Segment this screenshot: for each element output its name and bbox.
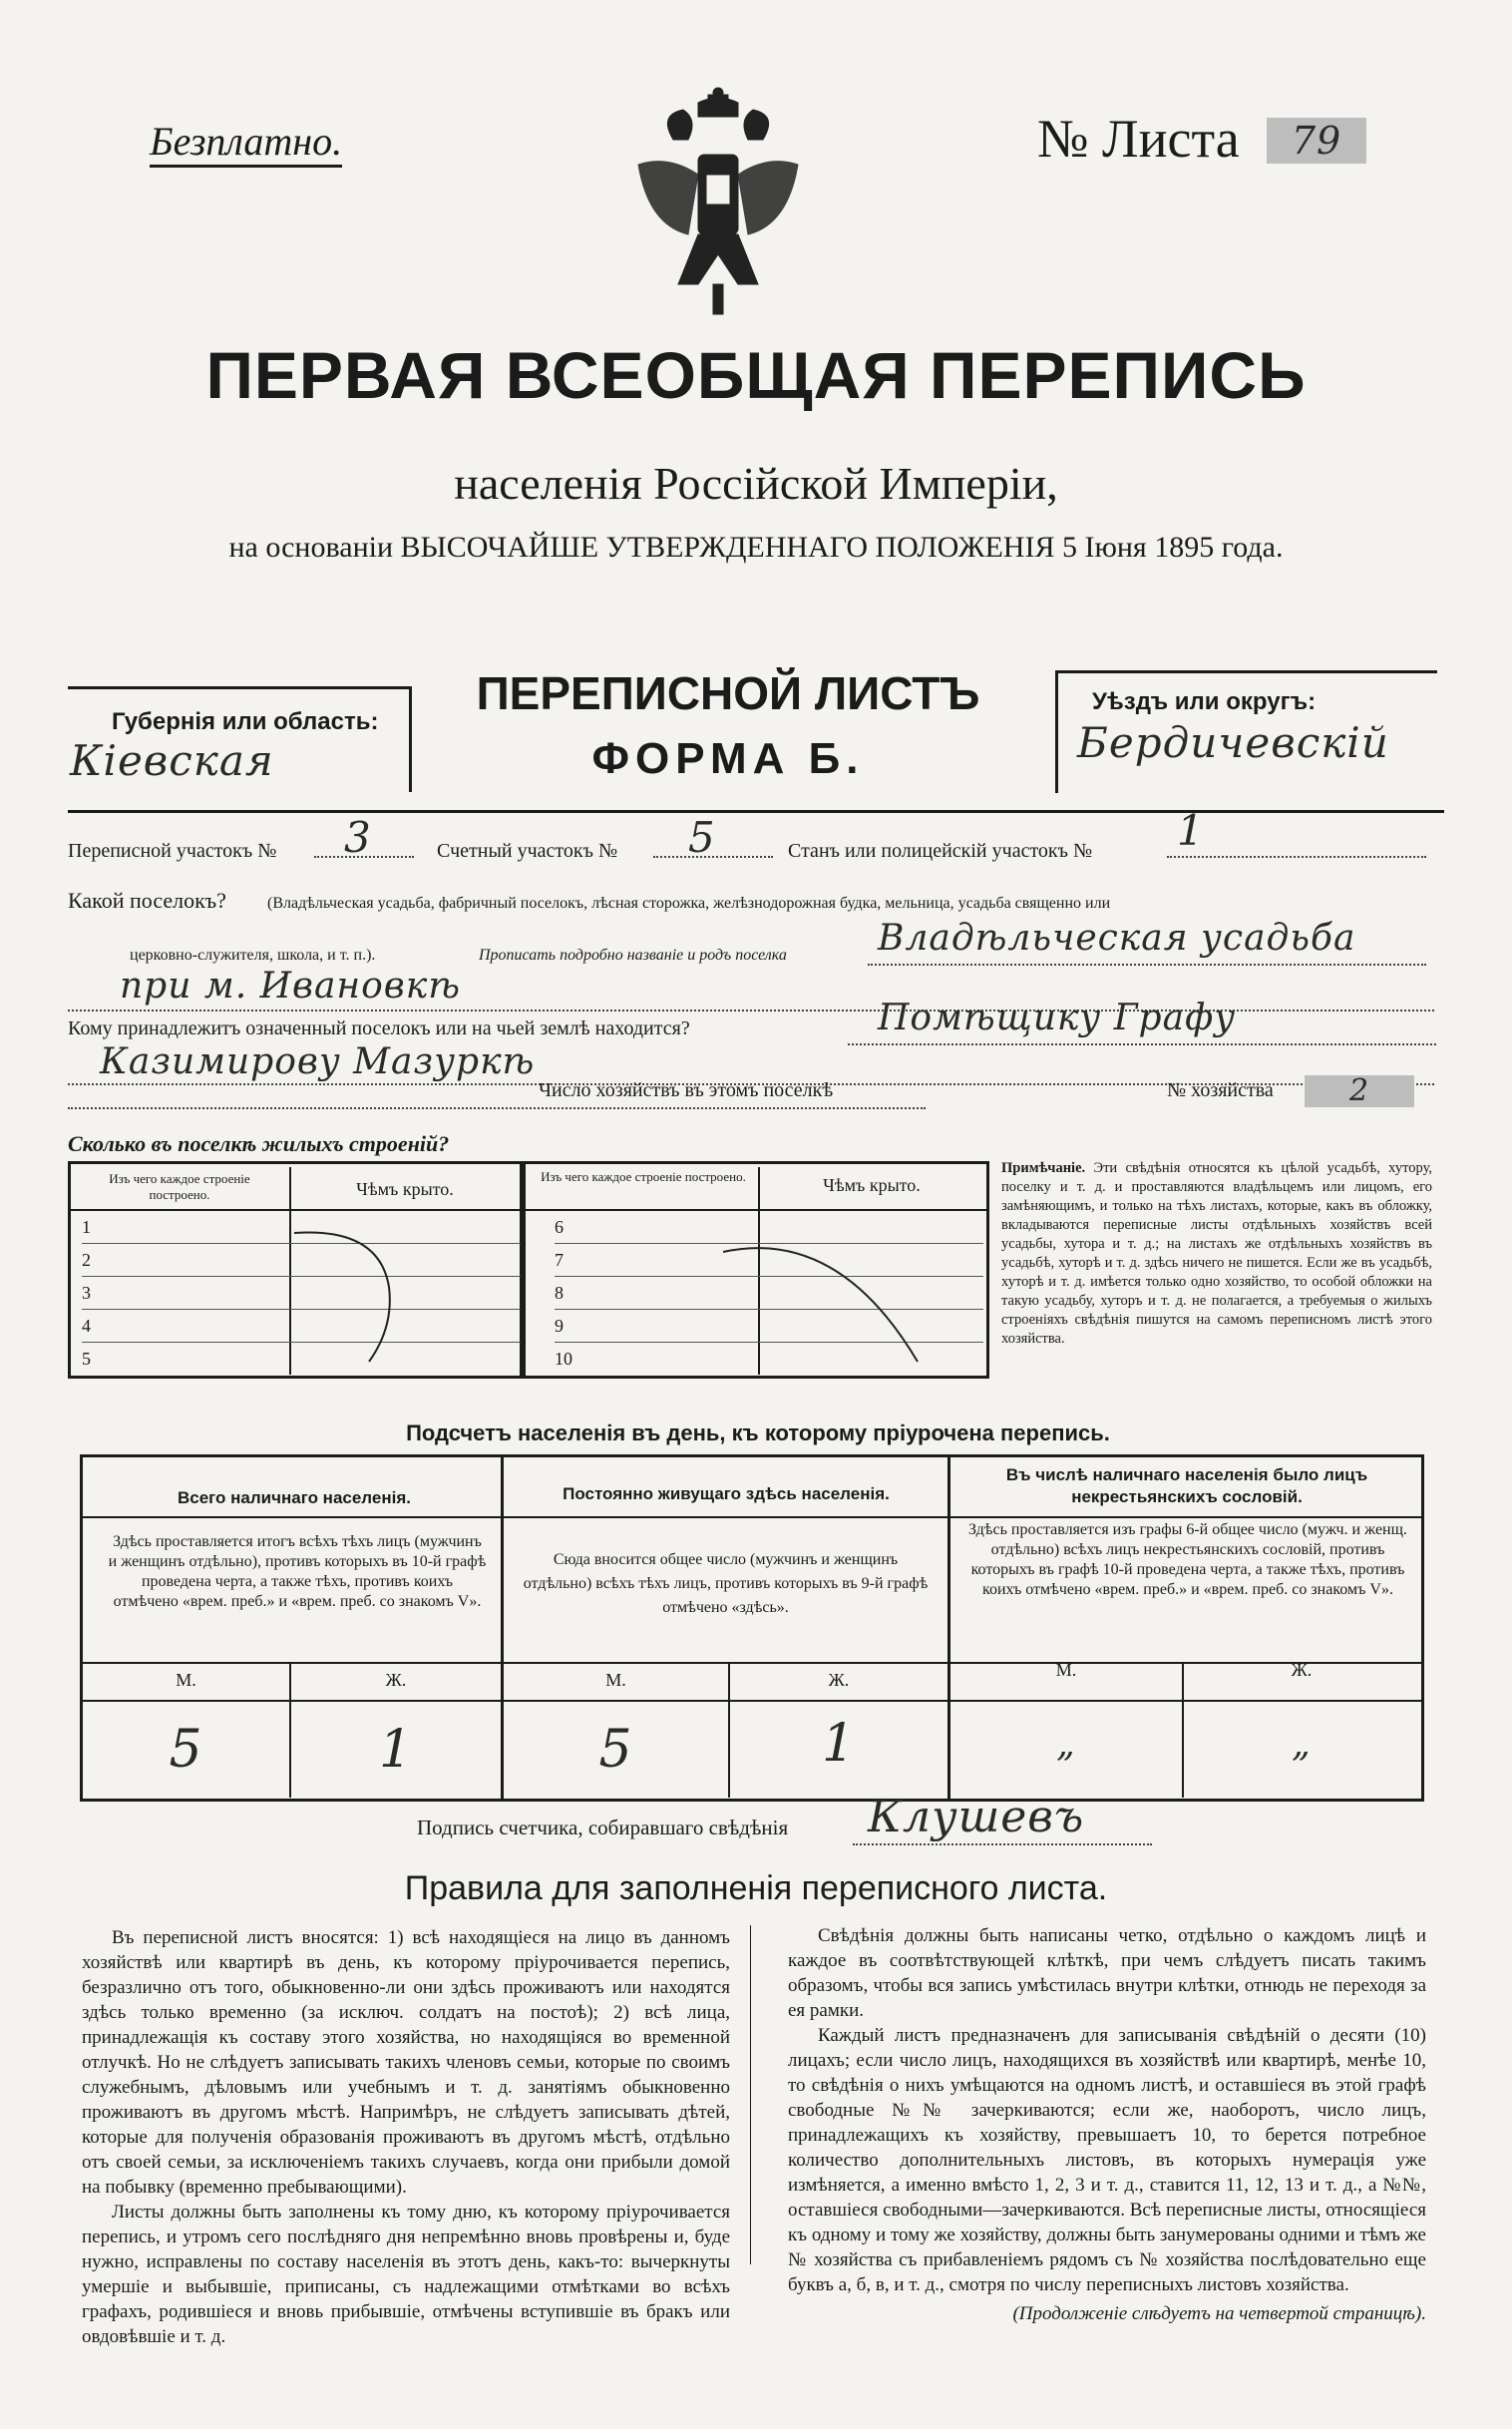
buildings-col-roof-left: Чѣмъ крыто. bbox=[356, 1179, 454, 1199]
household-number-value[interactable]: 2 bbox=[1305, 1075, 1414, 1107]
count-district-value[interactable]: 5 bbox=[688, 813, 716, 862]
sheet-number-value: 79 bbox=[1267, 118, 1366, 164]
population-col1-m-value[interactable]: 5 bbox=[169, 1720, 203, 1780]
settlement-hint-2: церковно-служителя, школа, и т. п.). bbox=[130, 947, 376, 964]
population-col2-zh-value[interactable]: 1 bbox=[821, 1714, 857, 1774]
building-row: 2 bbox=[82, 1244, 521, 1277]
population-title-rule bbox=[83, 1516, 1421, 1518]
sheet-number-label: № Листа bbox=[1037, 109, 1240, 169]
settlement-value[interactable]: Владѣльческая усадьба bbox=[878, 918, 1356, 959]
settlement-hint-italic: Прописать подробно названіе и родъ поселка bbox=[479, 947, 787, 964]
population-heading: Подсчетъ населенія въ день, къ которому пріурочена перепись. bbox=[406, 1420, 1110, 1445]
population-col3-text: Здѣсь проставляется изъ графы 6-й общее число (мужч. и женщ. отдѣльно) всѣхъ лицъ некрестьянскихъ сословій, противъ которыхъ въ графѣ 10-й проведена черта, а также тѣхъ, противъ коихъ отмѣчено «врем. преб.» и «врем. преб. со знакомъ V». bbox=[968, 1521, 1407, 1598]
uezd-value: Бердичевскій bbox=[1077, 718, 1389, 767]
signature-label: Подпись счетчика, собиравшаго свѣдѣнія bbox=[417, 1816, 789, 1839]
form-subtitle: ФОРМА Б. bbox=[591, 734, 865, 783]
census-main-title: ПЕРВАЯ ВСЕОБЩАЯ ПЕРЕПИСЬ bbox=[205, 338, 1307, 412]
population-col2-zh-label: Ж. bbox=[828, 1670, 850, 1690]
building-row: 9 bbox=[555, 1310, 983, 1343]
note-label: Примѣчаніе. bbox=[1001, 1160, 1086, 1176]
handwritten-cross-mark-right bbox=[718, 1237, 938, 1367]
population-col2-m-label: М. bbox=[605, 1670, 626, 1690]
building-row: 4 bbox=[82, 1310, 521, 1343]
census-subtitle: населенія Россійской Имперіи, bbox=[454, 458, 1058, 509]
census-district-value[interactable]: 3 bbox=[344, 813, 372, 862]
households-line bbox=[68, 1107, 926, 1109]
buildings-col-material-right: Изъ чего каждое строеніе построено. bbox=[541, 1169, 746, 1184]
free-label: Безплатно. bbox=[150, 118, 342, 168]
buildings-question: Сколько въ поселкѣ жилыхъ строеній? bbox=[68, 1131, 450, 1156]
handwritten-cross-mark-left bbox=[289, 1227, 419, 1367]
households-label: Число хозяйствъ въ этомъ поселкѣ bbox=[539, 1079, 834, 1101]
form-title: ПЕРЕПИСНОЙ ЛИСТЪ bbox=[476, 667, 980, 719]
rules-left-column bbox=[82, 1925, 730, 2349]
uezd-label: Уѣздъ или округъ: bbox=[1092, 688, 1317, 715]
population-col3-zh-value[interactable]: „ bbox=[1292, 1724, 1312, 1765]
population-col3-zh-label: Ж. bbox=[1291, 1660, 1313, 1680]
building-row: 7 bbox=[555, 1244, 983, 1277]
buildings-col-material-left: Изъ чего каждое строеніе построено. bbox=[109, 1171, 250, 1202]
census-legal-basis: на основаніи ВЫСОЧАЙШЕ УТВЕРЖДЕННАГО ПОЛОЖЕНІЯ 5 Іюня 1895 года. bbox=[228, 531, 1284, 564]
rules-column-divider bbox=[750, 1925, 751, 2264]
guberniya-label: Губернія или область: bbox=[112, 708, 379, 735]
signature-value[interactable]: Клушевъ bbox=[868, 1792, 1085, 1842]
population-col1-zh-value[interactable]: 1 bbox=[378, 1720, 414, 1780]
note-box bbox=[1001, 1159, 1432, 1399]
population-col3-m-label: М. bbox=[1055, 1660, 1077, 1680]
rules-continued-note: (Продолженіе слѣдуетъ на четвертой страницѣ). bbox=[1012, 2303, 1426, 2324]
settlement-line bbox=[868, 964, 1426, 966]
population-mz-rule-bottom bbox=[83, 1700, 1421, 1702]
note-text: Эти свѣдѣнія относятся къ цѣлой усадьбѣ, хутору, поселку и т. д. и проставляются владѣльцемъ или лицомъ, его замѣняющимъ, и только на тѣхъ листахъ, которые, какъ въ обложку, вкладываются переписные листы отдѣльныхъ хозяйствъ всей усадьбы, хутора и т. д.; на листахъ же отдѣльныхъ хозяйствъ въ усадьбѣ, хуторѣ и т. д. здѣсь ничего не пишется. Если же въ усадьбѣ, хуторѣ и т. д. имѣется только одно хозяйство, то особой обложки на такую усадьбу, хуторъ и т. д. не полагается, а требуемыя о жилыхъ строеніяхъ свѣдѣнія пишутся на самомъ переписномъ листѣ этого хозяйства. bbox=[1001, 1160, 1432, 1347]
stan-value[interactable]: 1 bbox=[1177, 806, 1205, 855]
owner-line bbox=[848, 1043, 1436, 1045]
population-col2-m-value[interactable]: 5 bbox=[598, 1720, 633, 1780]
stan-label: Станъ или полицейскій участокъ № bbox=[788, 840, 1093, 862]
coat-of-arms-emblem bbox=[618, 85, 818, 324]
settlement-hint: (Владѣльческая усадьба, фабричный поселокъ, лѣсная сторожка, желѣзнодорожная будка, мельница, усадьба священно или bbox=[267, 895, 1111, 912]
building-row: 10 bbox=[555, 1349, 572, 1369]
building-row: 3 bbox=[82, 1277, 521, 1310]
building-row: 6 bbox=[555, 1211, 983, 1244]
building-row: 5 bbox=[82, 1349, 91, 1369]
population-col1-zh-label: Ж. bbox=[385, 1670, 407, 1690]
population-col2-text: Сюда вносится общее число (мужчинъ и женщинъ отдѣльно) всѣхъ тѣхъ лицъ, противъ которыхъ въ 9-й графѣ отмѣчено «здѣсь». bbox=[523, 1551, 929, 1616]
rules-right-paragraph-2: Каждый листъ предназначенъ для записыванія свѣдѣній о десяти (10) лицахъ; если число лицъ, находящихся въ хозяйствѣ или квартирѣ, менѣе 10, то свѣдѣнія о нихъ умѣщаются на одномъ листѣ, и оставшіеся въ этой графѣ свободные №№ зачеркиваются; если же, наоборотъ, число лицъ, принадлежащихъ къ хозяйству, превышаетъ 10, то берется потребное количество дополнительныхъ листовъ, въ которыхъ нумерація уже измѣняется, а именно вмѣсто 1, 2, 3 и т. д., ставится 11, 12, 13 и т. д., а №№, оставшіеся свободными—зачеркиваются. Всѣ переписные листы, относящіеся къ одному и тому же хозяйству, должны быть занумерованы одними и тѣмъ же № хозяйства съ прибавленіемъ рядомъ съ № хозяйства послѣдовательно еще буквъ а, б, в, и т. д., смотря по числу переписныхъ листовъ хозяйства. bbox=[788, 2025, 1426, 2295]
household-number-label: № хозяйства bbox=[1167, 1079, 1274, 1101]
settlement-value-2[interactable]: при м. Ивановкѣ bbox=[120, 966, 462, 1007]
owner-value[interactable]: Помѣщику Графу bbox=[878, 998, 1237, 1038]
building-row: 8 bbox=[555, 1277, 983, 1310]
rules-right-paragraph-1: Свѣдѣнія должны быть написаны четко, отдѣльно о каждомъ лицѣ и каждое въ соотвѣтствующей клѣткѣ, при чемъ слѣдуетъ писать такимъ образомъ, чтобы вся запись умѣстилась внутри клѣтки, отнюдь не переходя за ея рамки. bbox=[788, 1925, 1426, 2021]
population-col3-title: Въ числѣ наличнаго населенія было лицъ некрестьянскихъ сословій. bbox=[1005, 1465, 1368, 1506]
buildings-col-roof-right: Чѣмъ крыто. bbox=[823, 1175, 921, 1195]
rules-right-column bbox=[788, 1923, 1426, 2326]
population-col3-m-value[interactable]: „ bbox=[1056, 1724, 1076, 1765]
census-district-label: Переписной участокъ № bbox=[68, 840, 277, 862]
population-col1-text: Здѣсь проставляется итогъ всѣхъ тѣхъ лицъ (мужчинъ и женщинъ отдѣльно), противъ которыхъ въ 10-й графѣ проведена черта, а также тѣхъ, противъ коихъ отмѣчено «врем. преб.» и «врем. преб. со знакомъ V». bbox=[108, 1533, 487, 1610]
population-col1-title: Всего наличнаго населенія. bbox=[178, 1488, 411, 1507]
settlement-question: Какой поселокъ? bbox=[68, 888, 226, 913]
stan-line bbox=[1167, 856, 1426, 858]
signature-line bbox=[853, 1843, 1152, 1845]
owner-question: Кому принадлежитъ означенный поселокъ или на чьей землѣ находится? bbox=[68, 1017, 690, 1039]
guberniya-value: Кіевская bbox=[70, 736, 274, 785]
header-rule bbox=[68, 810, 1444, 813]
rules-heading: Правила для заполненія переписного листа. bbox=[404, 1869, 1108, 1907]
owner-value-2[interactable]: Казимирову Мазуркѣ bbox=[100, 1041, 536, 1082]
count-district-label: Счетный участокъ № bbox=[437, 840, 618, 862]
rules-left-paragraph-2: Листы должны быть заполнены къ тому дню, къ которому пріурочивается перепись, и утромъ сего послѣдняго дня непремѣнно вновь провѣрены и, буде нужно, исправлены по составу населенія въ этотъ день, какъ-то: вычеркнуты умершіе и выбывшіе, приписаны, съ надлежащими отмѣтками во всѣхъ графахъ, родившіеся и вновь прибывшіе, отмѣчены вступившіе въ бракъ или овдовѣвшіе и т. д. bbox=[82, 2202, 730, 2347]
population-col2-title: Постоянно живущаго здѣсь населенія. bbox=[563, 1484, 890, 1503]
population-col1-m-label: М. bbox=[176, 1670, 196, 1690]
rules-left-paragraph-1: Въ переписной листъ вносятся: 1) всѣ находящіеся на лицо въ данномъ хозяйствѣ или квартирѣ въ день, къ которому пріурочивается перепись, безразлично отъ того, обыкновенно-ли они здѣсь проживаютъ или находятся здѣсь только временно (за исключ. солдатъ на постоѣ); 2) всѣ лица, принадлежащія къ составу этого хозяйства, но находящіяся во временной отлучкѣ. Но не слѣдуетъ записывать такихъ членовъ семьи, которые по своимъ служебнымъ, дѣловымъ или учебнымъ и т. д. занятіямъ обыкновенно проживаютъ въ другомъ мѣстѣ. Напримѣръ, не слѣдуетъ записывать дѣтей, которые для полученія образованія проживаютъ въ другомъ мѣстѣ, отдѣльно отъ своей семьи, за исключеніемъ такихъ случаевъ, когда они прибыли домой на побывку (временно пребывающими). bbox=[82, 1927, 730, 2198]
building-row: 1 bbox=[82, 1211, 521, 1244]
